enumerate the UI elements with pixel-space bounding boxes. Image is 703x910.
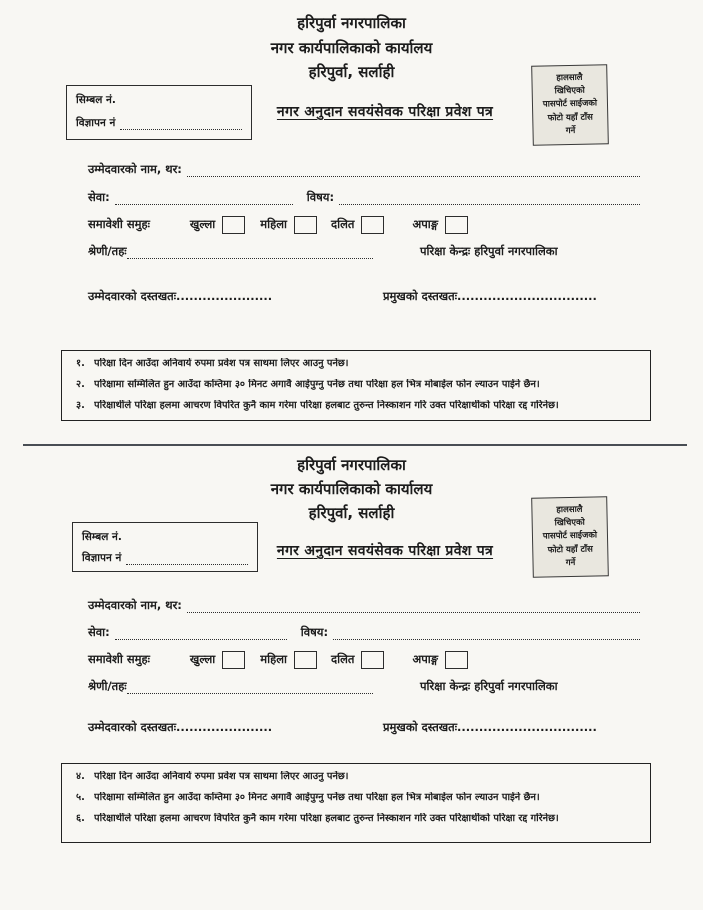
note-number: १. — [76, 358, 85, 369]
note-item — [76, 379, 644, 391]
page-title: नगर अनुदान सवयंसेवक परिक्षा प्रवेश पत्र — [276, 543, 494, 559]
photo-box-text: फोटो यहाँ टाँस — [547, 544, 593, 556]
level-row — [88, 243, 373, 259]
checkbox-open — [222, 651, 245, 669]
note-item — [76, 400, 644, 412]
page-title: नगर अनुदान सवयंसेवक परिक्षा प्रवेश पत्र — [276, 104, 494, 120]
exam-center-label: परिक्षा केन्द्रः हरिपुर्वा नगरपालिका — [420, 244, 558, 258]
office-name: नगर कार्यपालिकाको कार्यालय — [270, 480, 433, 498]
candidate-name-blank — [187, 600, 640, 613]
candidate-signature-label: उम्मेदवारको दस्तखतः...................... — [88, 289, 273, 303]
note-number: ३. — [76, 400, 85, 412]
category-label-dalit: दलित — [331, 652, 355, 666]
candidate-signature-label: उम्मेदवारको दस्तखतः...................... — [88, 720, 273, 734]
symbol-number-label: सिम्बल नं. — [76, 94, 116, 106]
inclusive-group-row — [88, 651, 640, 667]
photo-box-text: फोटो यहाँ टाँस — [547, 112, 593, 124]
level-blank — [127, 246, 373, 259]
candidate-name-label: उम्मेदवारको नाम, थर: — [88, 162, 182, 176]
municipality-name: हरिपुर्वा नगरपालिका — [297, 456, 406, 474]
instructions-box — [61, 763, 651, 843]
admit-card-copy-1 — [0, 0, 703, 448]
chief-signature-label: प्रमुखको दस्तखतः................................ — [383, 289, 597, 303]
category-label-female: महिला — [260, 217, 288, 231]
instructions-box — [61, 350, 651, 421]
advertisement-number-label: विज्ञापन नं — [76, 117, 116, 129]
category-label-female: महिला — [260, 652, 288, 666]
note-item — [76, 771, 644, 783]
symbol-number-label: सिम्बल नं. — [82, 531, 122, 543]
note-item — [76, 358, 644, 370]
office-address: हरिपुर्वा, सर्लाही — [308, 63, 395, 81]
level-label: श्रेणी/तहः — [88, 679, 127, 693]
inclusive-group-row — [88, 216, 640, 232]
office-name: नगर कार्यपालिकाको कार्यालय — [270, 39, 433, 57]
photo-paste-box — [531, 64, 609, 146]
note-number: ६. — [76, 813, 85, 825]
category-label-open: खुल्ला — [189, 652, 216, 666]
exam-center-label: परिक्षा केन्द्रः हरिपुर्वा नगरपालिका — [420, 679, 558, 693]
photo-box-text: गर्ने — [565, 557, 576, 568]
inclusive-group-label: समावेशी समुहः — [88, 217, 150, 231]
note-item — [76, 792, 644, 804]
photo-box-text: खिचिएको — [554, 517, 585, 529]
category-label-dalit: दलित — [331, 217, 355, 231]
checkbox-female — [294, 651, 317, 669]
candidate-name-label: उम्मेदवारको नाम, थर: — [88, 598, 182, 612]
advertisement-number-label: विज्ञापन नं — [82, 552, 122, 564]
service-label: सेवा: — [88, 190, 110, 204]
inclusive-group-label: समावेशी समुहः — [88, 652, 150, 666]
note-number: २. — [76, 379, 85, 391]
subject-label: विषय: — [300, 625, 329, 639]
service-subject-row — [88, 189, 640, 205]
subject-blank — [339, 192, 640, 205]
candidate-name-blank — [187, 164, 640, 177]
subject-label: विषय: — [306, 190, 335, 204]
category-label-open: खुल्ला — [189, 217, 216, 231]
municipality-name: हरिपुर्वा नगरपालिका — [297, 14, 406, 32]
photo-paste-box — [531, 496, 609, 578]
category-label-disabled: अपाङ्ग — [412, 217, 439, 231]
photo-box-text: गर्ने — [565, 125, 576, 136]
note-text: परिक्षा दिन आउँदा अनिवार्य रुपमा प्रवेश पत्र साथमा लिएर आउनु पर्नेछ। — [94, 771, 349, 782]
note-text: परिक्षार्थीले परिक्षा हलमा आचरण विपरित कुनै काम गरेमा परिक्षा हलबाट तुरुन्त निस्काशन गरि उक्त परिक्षार्थीको परिक्षा रद्द गरिनेछ। — [94, 400, 559, 412]
category-label-disabled: अपाङ्ग — [412, 652, 439, 666]
note-number: ५. — [76, 792, 85, 804]
symbol-number-box — [66, 85, 252, 140]
service-blank — [115, 192, 293, 205]
service-subject-row — [88, 624, 640, 640]
service-blank — [115, 627, 287, 640]
checkbox-dalit — [361, 216, 384, 234]
level-label: श्रेणी/तहः — [88, 244, 127, 258]
note-text: परिक्षार्थीले परिक्षा हलमा आचरण विपरित कुनै काम गरेमा परिक्षा हलबाट तुरुन्त निस्काशन गरि उक्त परिक्षार्थीको परिक्षा रद्द गरिनेछ। — [94, 813, 559, 825]
photo-box-text: हालसालै — [556, 72, 583, 84]
candidate-name-row — [88, 161, 640, 177]
checkbox-disabled — [445, 216, 468, 234]
checkbox-disabled — [445, 651, 468, 669]
level-blank — [127, 681, 373, 694]
note-number: ४. — [76, 771, 85, 782]
candidate-name-row — [88, 597, 640, 613]
note-text: परिक्षा दिन आउँदा अनिवार्य रुपमा प्रवेश पत्र साथमा लिएर आउनु पर्नेछ। — [94, 358, 349, 369]
photo-box-text: पासपोर्ट साईजको — [542, 98, 598, 110]
note-text: परिक्षामा सम्मिलित हुन आउँदा कम्तिमा ३० मिनट अगावै आईपुग्नु पर्नेछ तथा परिक्षा हल भित्र मोबाईल फोन ल्याउन पाईने छैन। — [94, 792, 540, 804]
subject-blank — [333, 627, 640, 640]
checkbox-female — [294, 216, 317, 234]
checkbox-dalit — [361, 651, 384, 669]
checkbox-open — [222, 216, 245, 234]
note-item — [76, 813, 644, 825]
photo-box-text: खिचिएको — [554, 85, 585, 97]
chief-signature-label: प्रमुखको दस्तखतः................................ — [383, 720, 597, 734]
advertisement-number-blank — [120, 117, 242, 130]
service-label: सेवा: — [88, 625, 110, 639]
photo-box-text: हालसालै — [556, 504, 583, 516]
level-row — [88, 678, 373, 694]
note-text: परिक्षामा सम्मिलित हुन आउँदा कम्तिमा ३० मिनट अगावै आईपुग्नु पर्नेछ तथा परिक्षा हल भित्र मोबाईल फोन ल्याउन पाईने छैन। — [94, 379, 540, 391]
copy-separator-line — [23, 444, 687, 446]
admit-card-copy-2 — [0, 448, 703, 896]
photo-box-text: पासपोर्ट साईजको — [542, 530, 598, 542]
office-address: हरिपुर्वा, सर्लाही — [308, 504, 395, 522]
